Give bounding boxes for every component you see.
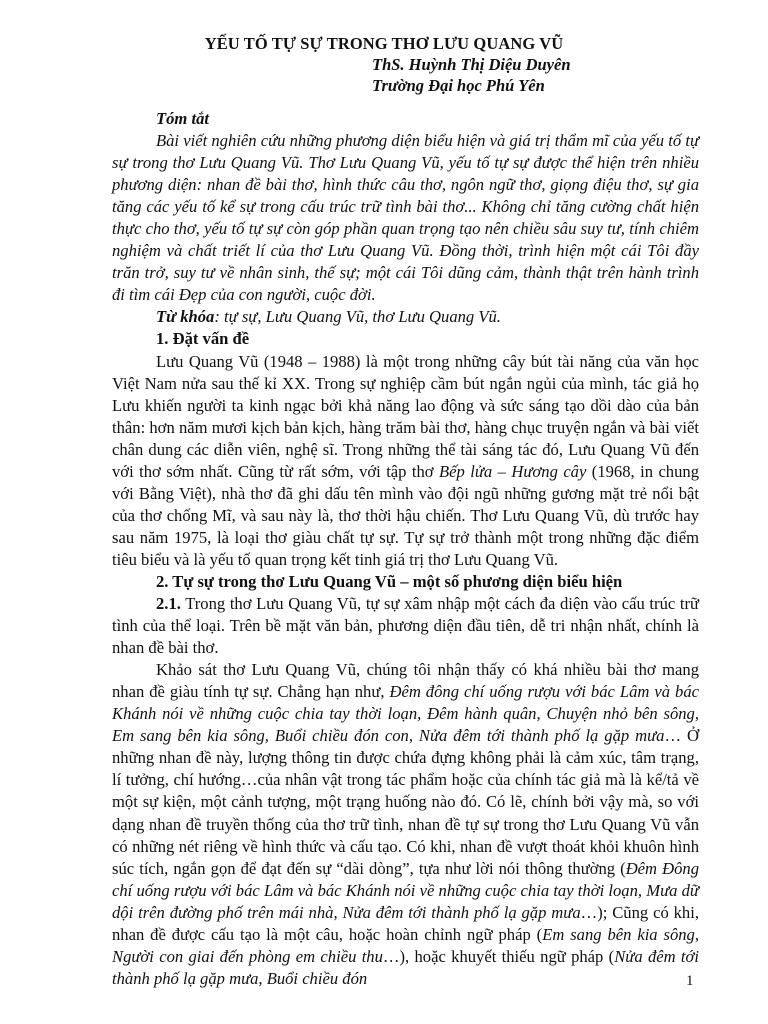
section-2-text-1: Trong thơ Lưu Quang Vũ, tự sự xâm nhập một cách đa diện vào cấu trúc trữ tình của thể loại. Trên bề mặt văn bản, phương diện đầu tiên, dễ tri nhận nhất, chính là nhan đề bài thơ. — [112, 594, 699, 658]
keywords-text: : tự sự, Lưu Quang Vũ, thơ Lưu Quang Vũ. — [214, 307, 501, 327]
abstract-text: Bài viết nghiên cứu những phương diện biểu hiện và giá trị thẩm mĩ của yếu tố tự sự trong thơ Lưu Quang Vũ. Thơ Lưu Quang Vũ, yếu tố tự sự được thể hiện trên nhiều phương diện: nhan đề bài thơ, hình thức câu thơ, ngôn ngữ thơ, giọng điệu thơ, sự gia tăng các yếu tố kể sự trong cấu trúc trữ tình bài thơ... Không chỉ tăng cường chất hiện thực cho thơ, yếu tố tự sự còn góp phần quan trọng tạo nên chiều sâu suy tư, tính chiêm nghiệm và chất triết lí của thơ Lưu Quang Vũ. Đồng thời, trình hiện một cái Tôi đầy trăn trở, suy tư về nhân sinh, thế sự; một cái Tôi dũng cảm, thành thật trên hành trình đi tìm cái Đẹp của con người, cuộc đời. — [112, 131, 699, 305]
abstract-heading: Tóm tắt — [156, 109, 210, 128]
section-2-text-b: … Ở những nhan đề này, lượng thông tin được chứa đựng không phải là cảm xúc, tâm trạng, lí tưởng, chí hướng…của nhân vật trong tác phẩm hoặc của chính tác giả mà là kể/tả về một sự kiện, một cảnh tượng, một trạng huống nào đó. Có lẽ, chính bởi vậy mà, so với dạng nhan đề truyền thống của thơ trữ tình, nhan đề tự sự trong thơ Lưu Quang Vũ vẫn có những nét riêng về hình thức và cấu tạo. Có khi, nhan đề vượt thoát khỏi khuôn hình súc tích, ngắn gọn để đạt đến sự “dài dòng”, tựa như lời nói thông thường ( — [112, 726, 699, 878]
poem-titles-2: Đêm Đông chí uống rượu với bác Lâm và bác Khánh nói về những cuộc chia tay thời loạn, Mưa dữ dội trên đường phố trên mái nhà, Nửa đêm tới thành phố lạ gặp mưa — [112, 858, 699, 922]
keywords-label: Từ khóa — [156, 307, 215, 327]
book-title: Bếp lửa – Hương cây — [439, 461, 587, 481]
page-number: 1 — [686, 973, 694, 989]
section-1-paragraph — [112, 351, 699, 571]
section-2-paragraph-2 — [112, 659, 699, 990]
paper-title: YẾU TỐ TỰ SỰ TRONG THƠ LƯU QUANG VŨ — [204, 34, 564, 53]
poem-titles-4: Nửa đêm tới thành phố lạ gặp mưa, Buổi chiều đón — [112, 946, 700, 988]
author-name: ThS. Huỳnh Thị Diệu Duyên — [372, 55, 571, 74]
subsection-label: 2.1. — [156, 594, 181, 614]
section-2-paragraph-1 — [112, 593, 699, 659]
keywords-line — [112, 306, 699, 328]
section-1-heading: 1. Đặt vấn đề — [156, 329, 250, 349]
section-2-text-a: Khảo sát thơ Lưu Quang Vũ, chúng tôi nhận thấy có khá nhiều bài thơ mang nhan đề giàu tính tự sự. Chẳng hạn như, — [112, 660, 699, 702]
author-affiliation: Trường Đại học Phú Yên — [372, 76, 545, 95]
section-2-heading: 2. Tự sự trong thơ Lưu Quang Vũ – một số phương diện biểu hiện — [156, 571, 623, 591]
section-1-text-a: Lưu Quang Vũ (1948 – 1988) là một trong những cây bút tài năng của văn học Việt Nam nửa sau thế kỉ XX. Trong sự nghiệp cầm bút ngắn ngủi của mình, tác giả họ Lưu khiến người ta kinh ngạc bởi khả năng lao động và sức sáng tạo dồi dào của bản thân: hơn năm mươi kịch bản kịch, hàng trăm bài thơ, hàng chục truyện ngắn và bài viết chân dung các diễn viên, nghệ sĩ. Trong những thể tài sáng tác đó, Lưu Quang Vũ đến với thơ sớm nhất. Cũng từ rất sớm, với tập thơ — [112, 351, 699, 481]
section-2-text-d: …), hoặc khuyết thiếu ngữ pháp ( — [382, 946, 615, 966]
section-2-text-c: …); Cũng có khi, nhan đề được cấu tạo là một câu, hoặc hoàn chỉnh ngữ pháp ( — [112, 902, 699, 944]
paper-body — [112, 108, 699, 990]
poem-titles-3: Em sang bên kia sông, Người con giai đến phòng em chiều thu — [112, 924, 699, 966]
poem-titles-1: Đêm đông chí uống rượu với bác Lâm và bác Khánh nói về những cuộc chia tay thời loạn, Đêm hành quân, Chuyện nhỏ bên sông, Em sang bên kia sông, Buổi chiều đón con, Nửa đêm tới thành phố lạ gặp mưa — [112, 682, 699, 746]
section-1-text-b: (1968, in chung với Bằng Việt), nhà thơ đã ghi dấu tên mình vào đội ngũ những gương mặt trẻ nổi bật của thơ chống Mĩ, và sau này là, thơ thời hậu chiến. Thơ Lưu Quang Vũ, dù trước hay sau năm 1975, là loại thơ giàu chất tự sự. Tự sự trở thành một trong những đặc điểm tiêu biểu và là yếu tố quan trọng kết tinh giá trị thơ Lưu Quang Vũ. — [112, 461, 699, 569]
